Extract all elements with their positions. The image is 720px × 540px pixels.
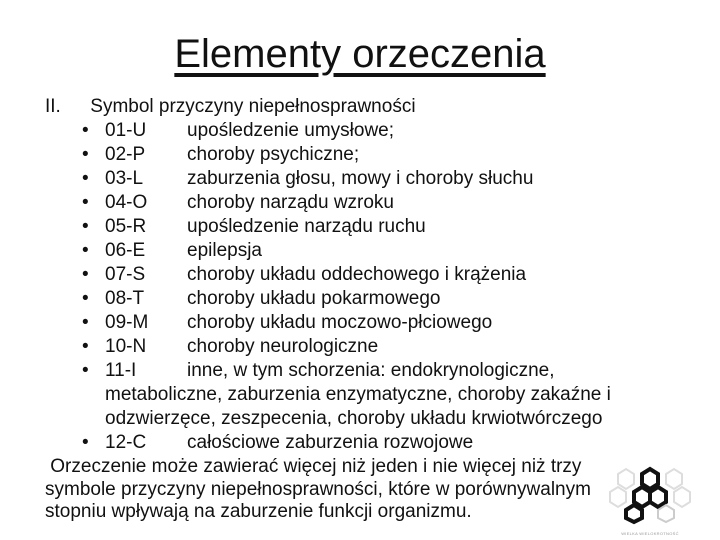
bullet-icon: •: [82, 312, 89, 333]
bullet-icon: •: [82, 192, 89, 213]
footer-line: stopniu wpływają na zaburzenie funkcji organizmu.: [45, 501, 472, 522]
item-description: choroby układu pokarmowego: [187, 288, 441, 309]
item-description: zaburzenia głosu, mowy i choroby słuchu: [187, 168, 534, 189]
item-description: epilepsja: [187, 240, 262, 261]
item-code: 06-E: [105, 240, 146, 261]
logo-caption: WIELKA WIELOKROTNOŚĆ: [621, 531, 679, 536]
footer-note: [45, 456, 645, 524]
item-description: choroby narządu wzroku: [187, 192, 394, 213]
section-heading: Symbol przyczyny niepełnosprawności: [90, 96, 416, 117]
item-code: 07-S: [105, 264, 146, 285]
item-description-continuation: metaboliczne, zaburzenia enzymatyczne, choroby zakaźne i: [105, 384, 611, 405]
bullet-icon: •: [82, 360, 89, 381]
bullet-icon: •: [82, 288, 89, 309]
bullet-icon: •: [82, 216, 89, 237]
item-code: 11-I: [105, 360, 137, 381]
item-code: 01-U: [105, 120, 147, 141]
bullet-icon: •: [82, 240, 89, 261]
item-description: choroby układu moczowo-płciowego: [187, 312, 493, 333]
item-description: inne, w tym schorzenia: endokrynologiczne,: [187, 360, 555, 381]
footer-line: symbole przyczyny niepełnosprawności, które w porównywalnym: [45, 478, 591, 500]
item-code: 09-M: [105, 312, 149, 333]
item-description: całościowe zaburzenia rozwojowe: [187, 432, 474, 453]
hexagon-logo-icon: [608, 466, 692, 528]
hexagon-logo: [608, 466, 692, 536]
item-code: 12-C: [105, 432, 147, 453]
item-description: choroby neurologiczne: [187, 336, 379, 357]
item-description: upośledzenie umysłowe;: [187, 120, 395, 141]
item-description-continuation: odzwierzęce, zeszpecenia, choroby układu krwiotwórczego: [105, 408, 603, 429]
item-code: 02-P: [105, 144, 146, 165]
bullet-icon: •: [82, 336, 89, 357]
bullet-icon: •: [82, 264, 89, 285]
bullet-icon: •: [82, 120, 89, 141]
section-number: II.: [45, 96, 61, 117]
item-code: 10-N: [105, 336, 147, 357]
item-code: 05-R: [105, 216, 147, 237]
bullet-icon: •: [82, 168, 89, 189]
item-description: upośledzenie narządu ruchu: [187, 216, 426, 237]
footer-line: Orzeczenie może zawierać więcej niż jeden i nie więcej niż trzy: [45, 456, 582, 477]
bullet-icon: •: [82, 144, 89, 165]
slide-title: Elementy orzeczenia: [174, 32, 546, 76]
item-description: choroby układu oddechowego i krążenia: [187, 264, 527, 285]
item-description: choroby psychiczne;: [187, 144, 360, 165]
item-code: 03-L: [105, 168, 144, 189]
section-heading-row: [45, 96, 416, 118]
bullet-icon: •: [82, 432, 89, 453]
item-code: 04-O: [105, 192, 148, 213]
item-code: 08-T: [105, 288, 145, 309]
